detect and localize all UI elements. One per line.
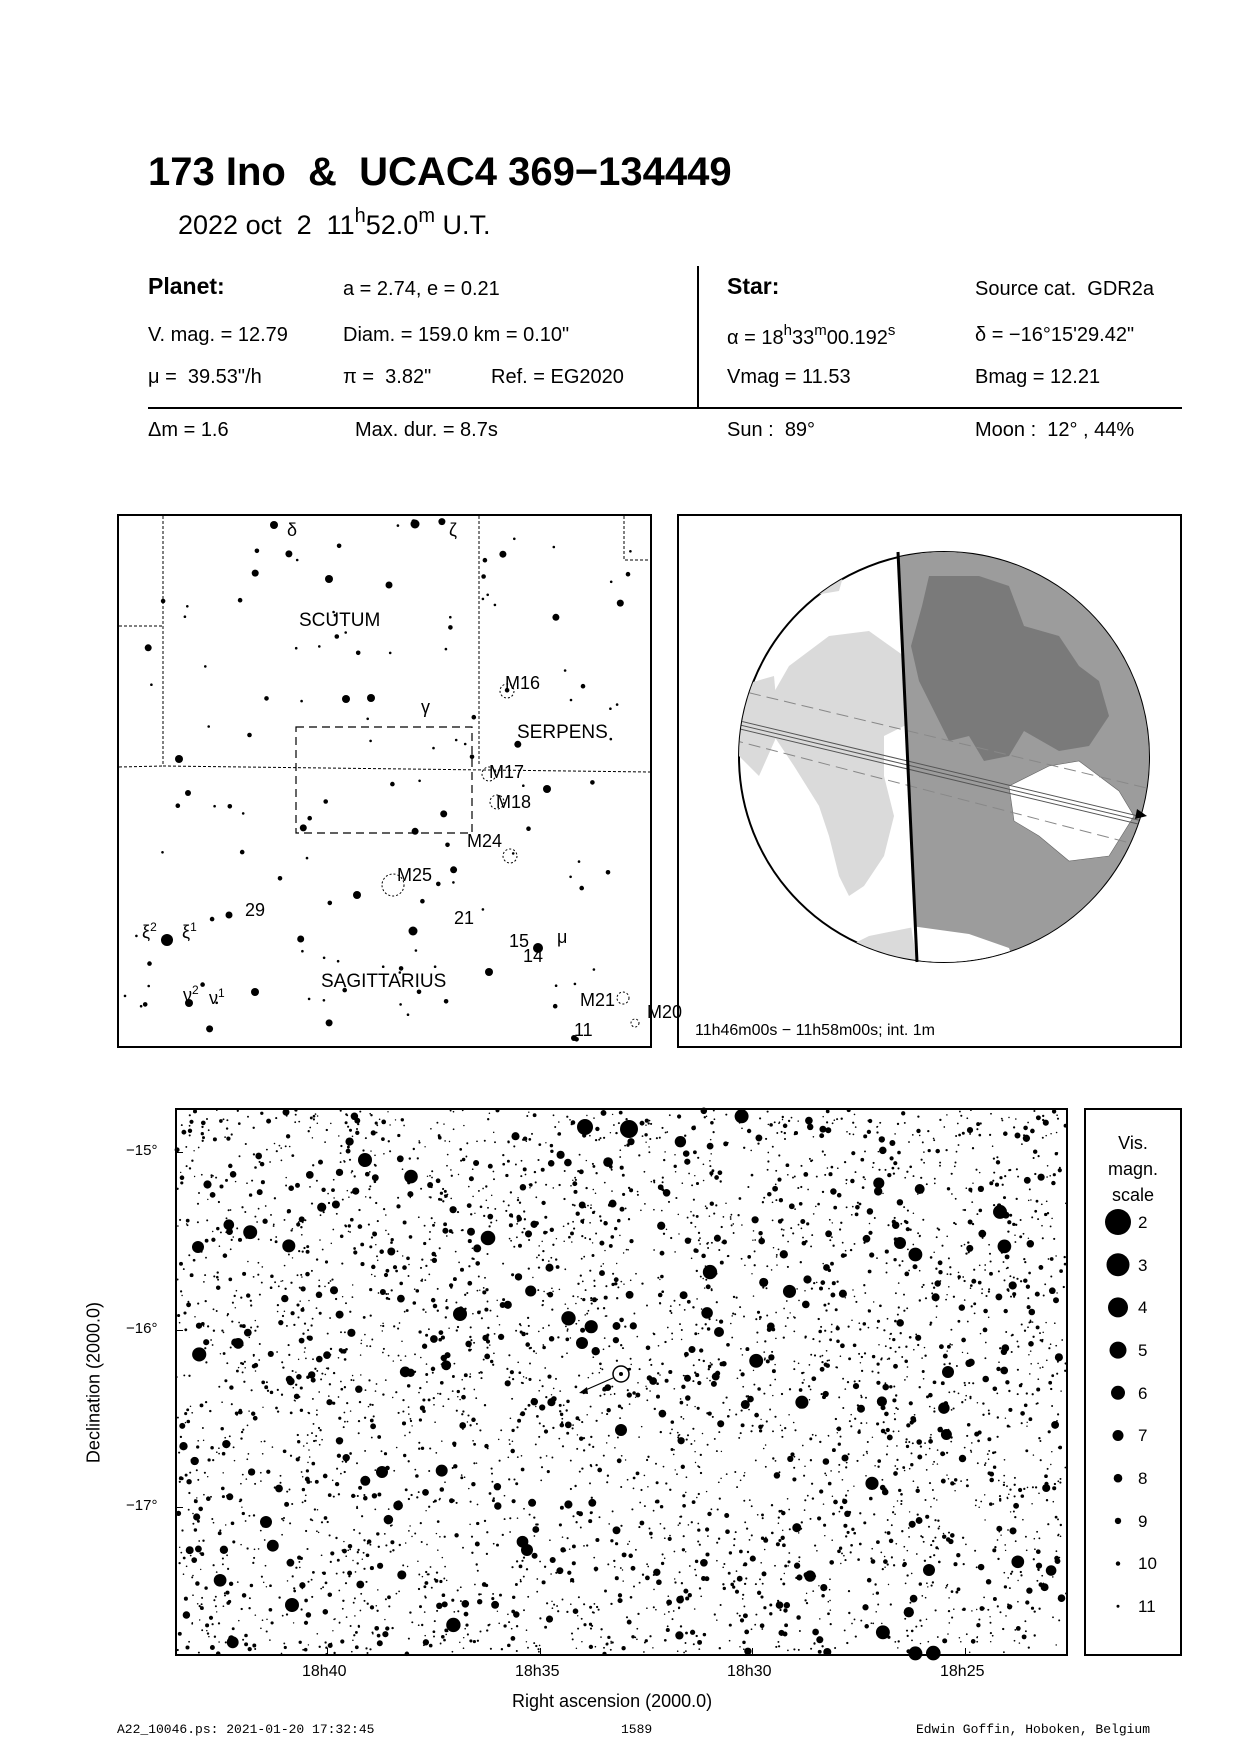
label-delta: δ <box>287 520 298 540</box>
x-tick-18h30: 18h30 <box>727 1663 772 1680</box>
y-tick-minus17: −17° <box>126 1497 158 1514</box>
finder-chart-canvas <box>119 516 683 1046</box>
sun-elongation: Sun : 89° <box>727 419 816 441</box>
label-21: 21 <box>454 908 475 928</box>
star-right-ascension: $\alpha = 18^h33^m00.192^s$ <box>727 322 896 349</box>
x-tick-18h25: 18h25 <box>940 1663 985 1680</box>
delta-magnitude: Δm = 1.6 <box>148 419 229 441</box>
label-29: 29 <box>245 900 266 920</box>
scale-mag-7: 7 <box>1138 1426 1148 1445</box>
label-m24: M24 <box>467 831 503 851</box>
star-declination: δ = −16°15'29.42" <box>975 324 1135 346</box>
scale-mag-5: 5 <box>1138 1341 1148 1360</box>
y-tick-minus16: −16° <box>126 1320 158 1337</box>
label-11: 11 <box>574 1020 593 1040</box>
planet-parallax: π = 3.82" <box>343 366 432 388</box>
m21-marker <box>617 992 629 1004</box>
footer-number: 1589 <box>621 1722 653 1737</box>
star-bmag: Bmag = 12.21 <box>975 366 1101 388</box>
scale-mag-8: 8 <box>1138 1469 1148 1488</box>
scale-entries <box>1086 1210 1180 1630</box>
planet-motion: μ = 39.53"/h <box>148 366 262 388</box>
globe-caption: 11h46m00s − 11h58m00s; int. 1m <box>695 1022 935 1039</box>
scale-mag-4: 4 <box>1138 1298 1148 1317</box>
globe-canvas <box>679 516 1180 1046</box>
scale-title-line1: Vis. <box>1118 1133 1148 1153</box>
scale-mag-10: 10 <box>1138 1554 1157 1573</box>
m24-marker <box>503 849 517 863</box>
label-14: 14 <box>523 946 544 966</box>
planet-diameter: Diam. = 159.0 km = 0.10" <box>343 324 570 346</box>
label-m21: M21 <box>580 990 616 1010</box>
scale-mag-11: 11 <box>1138 1597 1156 1616</box>
finder-chart <box>117 514 683 1048</box>
globe-panel <box>677 514 1182 1048</box>
x-axis-label: Right ascension (2000.0) <box>512 1691 713 1711</box>
star-field-canvas <box>177 1110 1066 1654</box>
star-heading: Star: <box>727 273 780 299</box>
label-xi1: $\xi^1$ <box>182 920 197 942</box>
label-m16: M16 <box>505 673 541 693</box>
scale-title-line3: scale <box>1111 1185 1155 1205</box>
chart-field-outline <box>296 727 472 833</box>
label-15: 15 <box>509 931 530 951</box>
y-tick-minus15: −15° <box>126 1142 158 1159</box>
max-duration: Max. dur. = 8.7s <box>355 419 498 441</box>
label-m18: M18 <box>496 792 532 812</box>
m20-marker <box>631 1019 639 1027</box>
x-tick-18h35: 18h35 <box>515 1663 560 1680</box>
label-m17: M17 <box>489 762 525 782</box>
star-vmag: Vmag = 11.53 <box>727 366 851 388</box>
label-xi2: $\xi^2$ <box>142 920 157 942</box>
magnitude-scale-legend <box>1084 1108 1182 1656</box>
star-source-catalog: Source cat. GDR2a <box>975 278 1154 300</box>
footer-author: Edwin Goffin, Hoboken, Belgium <box>916 1722 1151 1737</box>
planet-orbit: a = 2.74, e = 0.21 <box>343 278 500 300</box>
label-zeta: ζ <box>449 520 457 540</box>
planet-vmag: V. mag. = 12.79 <box>148 324 288 346</box>
table-divider-vertical <box>697 266 699 408</box>
label-nu2: $\nu^2$ <box>183 983 199 1005</box>
page-title: 173 Ino & UCAC4 369−134449 <box>148 150 732 194</box>
scale-mag-9: 9 <box>1138 1512 1148 1531</box>
planet-reference: Ref. = EG2020 <box>491 366 624 388</box>
label-m25: M25 <box>397 865 433 885</box>
moon-info: Moon : 12° , 44% <box>975 419 1135 441</box>
y-axis-label: Declination (2000.0) <box>83 1301 104 1464</box>
scale-title-line2: magn. <box>1107 1159 1159 1179</box>
scale-mag-2: 2 <box>1138 1213 1148 1232</box>
x-tick-18h40: 18h40 <box>302 1663 347 1680</box>
label-nu1: $\nu^1$ <box>209 986 225 1008</box>
star-field-chart <box>175 1108 1068 1656</box>
label-mu: μ <box>557 927 568 947</box>
table-divider-horizontal <box>148 407 1182 409</box>
label-m20: M20 <box>647 1002 683 1022</box>
event-datetime: 2022 oct 2 11$^h$52.0$^m$ U.T. <box>178 205 491 240</box>
constellation-scutum: SCUTUM <box>299 610 381 631</box>
scale-mag-3: 3 <box>1138 1256 1148 1275</box>
footer-file: A22_10046.ps: 2021-01-20 17:32:45 <box>117 1722 375 1737</box>
scale-mag-6: 6 <box>1138 1384 1148 1403</box>
planet-heading: Planet: <box>148 273 225 299</box>
constellation-serpens: SERPENS <box>517 722 608 743</box>
constellation-sagittarius: SAGITTARIUS <box>321 971 447 992</box>
label-gamma: γ <box>421 697 430 717</box>
